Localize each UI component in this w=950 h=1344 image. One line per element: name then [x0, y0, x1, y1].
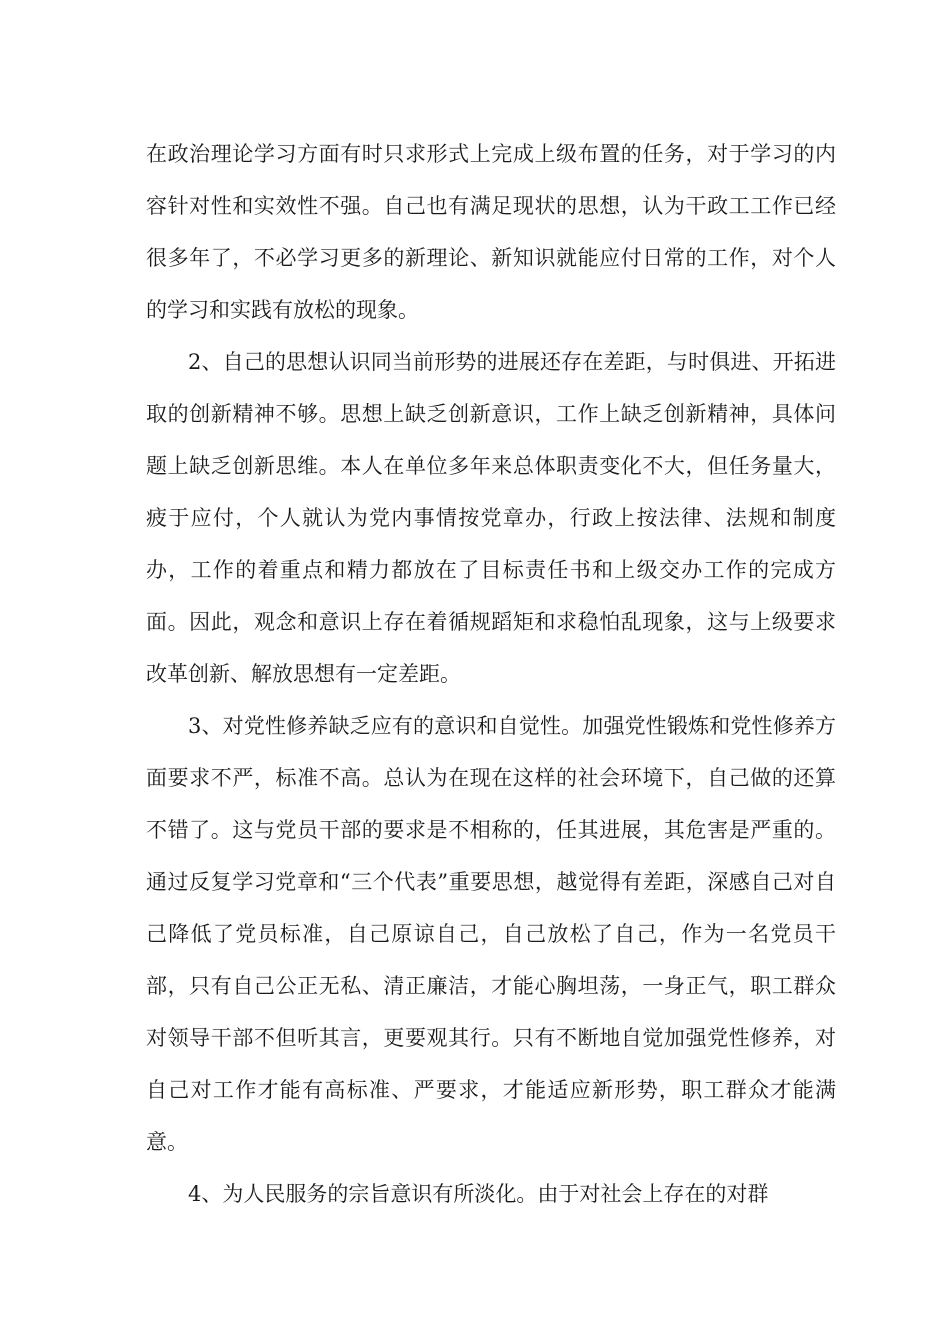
paragraph-4: 4、为人民服务的宗旨意识有所淡化。由于对社会上存在的对群 [188, 1182, 769, 1206]
document-body [146, 128, 836, 1220]
paragraph-1: 在政治理论学习方面有时只求形式上完成上级布置的任务，对于学习的内容针对性和实效性不强。自己也有满足现状的思想，认为干政工工作已经很多年了，不必学习更多的新理论、新知识就能应付日常的工作，对个人的学习和实践有放松的现象。 [146, 142, 836, 322]
paragraph-2: 2、自己的思想认识同当前形势的进展还存在差距，与时俱进、开拓进取的创新精神不够。思想上缺乏创新意识，工作上缺乏创新精神，具体问题上缺乏创新思维。本人在单位多年来总体职责变化不大，但任务量大，疲于应付，个人就认为党内事情按党章办，行政上按法律、法规和制度办，工作的着重点和精力都放在了目标责任书和上级交办工作的完成方面。因此，观念和意识上存在着循规蹈矩和求稳怕乱现象，这与上级要求改革创新、解放思想有一定差距。 [146, 350, 836, 686]
paragraph-3: 3、对党性修养缺乏应有的意识和自觉性。加强党性锻炼和党性修养方面要求不严，标准不高。总认为在现在这样的社会环境下，自己做的还算不错了。这与党员干部的要求是不相称的，任其进展，其危害是严重的。通过反复学习党章和“三个代表”重要思想，越觉得有差距，深感自己对自己降低了党员标准，自己原谅自己，自己放松了自己，作为一名党员干部，只有自己公正无私、清正廉洁，才能心胸坦荡，一身正气，职工群众对领导干部不但听其言，更要观其行。只有不断地自觉加强党性修养，对自己对工作才能有高标准、严要求，才能适应新形势，职工群众才能满意。 [146, 714, 836, 1154]
